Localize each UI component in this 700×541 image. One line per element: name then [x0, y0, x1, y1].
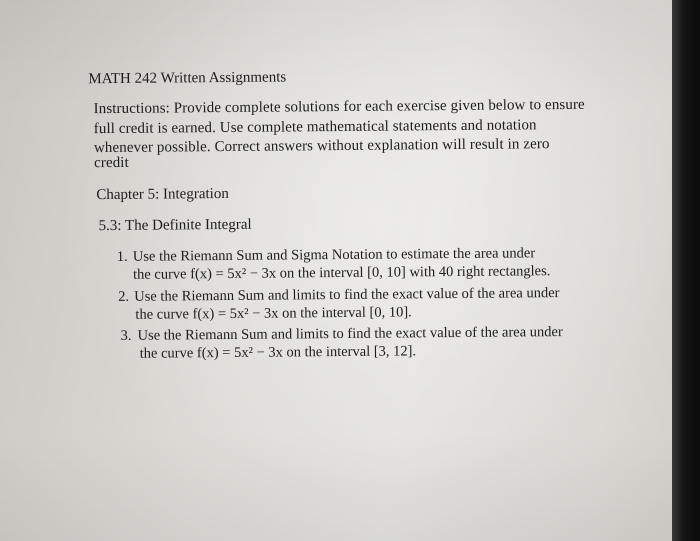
exercise-number: 1. — [116, 248, 128, 265]
instructions-line: whenever possible. Correct answers without explanation will result in zero — [93, 136, 550, 157]
page-title: MATH 242 Written Assignments — [88, 69, 287, 88]
instructions-line: credit — [93, 154, 129, 172]
exercise-text: Use the Riemann Sum and Sigma Notation to estimate the area under — [132, 245, 536, 265]
instructions-line: Instructions: Provide complete solutions for each exercise given below to ensure — [93, 96, 585, 118]
exercise-text: the curve f(x) = 5x² − 3x on the interval [0, 10]. — [135, 304, 412, 323]
exercise-text: Use the Riemann Sum and limits to find the exact value of the area under — [134, 285, 560, 305]
exercise-number: 2. — [118, 288, 130, 305]
instructions-line: full credit is earned. Use complete mathematical statements and notation — [93, 117, 537, 138]
background-edge — [672, 0, 700, 541]
exercise-text: the curve f(x) = 5x² − 3x on the interval [3, 12]. — [139, 343, 417, 362]
exercise-text: Use the Riemann Sum and limits to find the exact value of the area under — [137, 324, 563, 344]
chapter-heading: Chapter 5: Integration — [96, 185, 229, 204]
section-heading: 5.3: The Definite Integral — [98, 216, 252, 235]
exercise-text: the curve f(x) = 5x² − 3x on the interval [0, 10] with 40 right rectangles. — [132, 263, 551, 283]
exercise-number: 3. — [120, 327, 132, 344]
